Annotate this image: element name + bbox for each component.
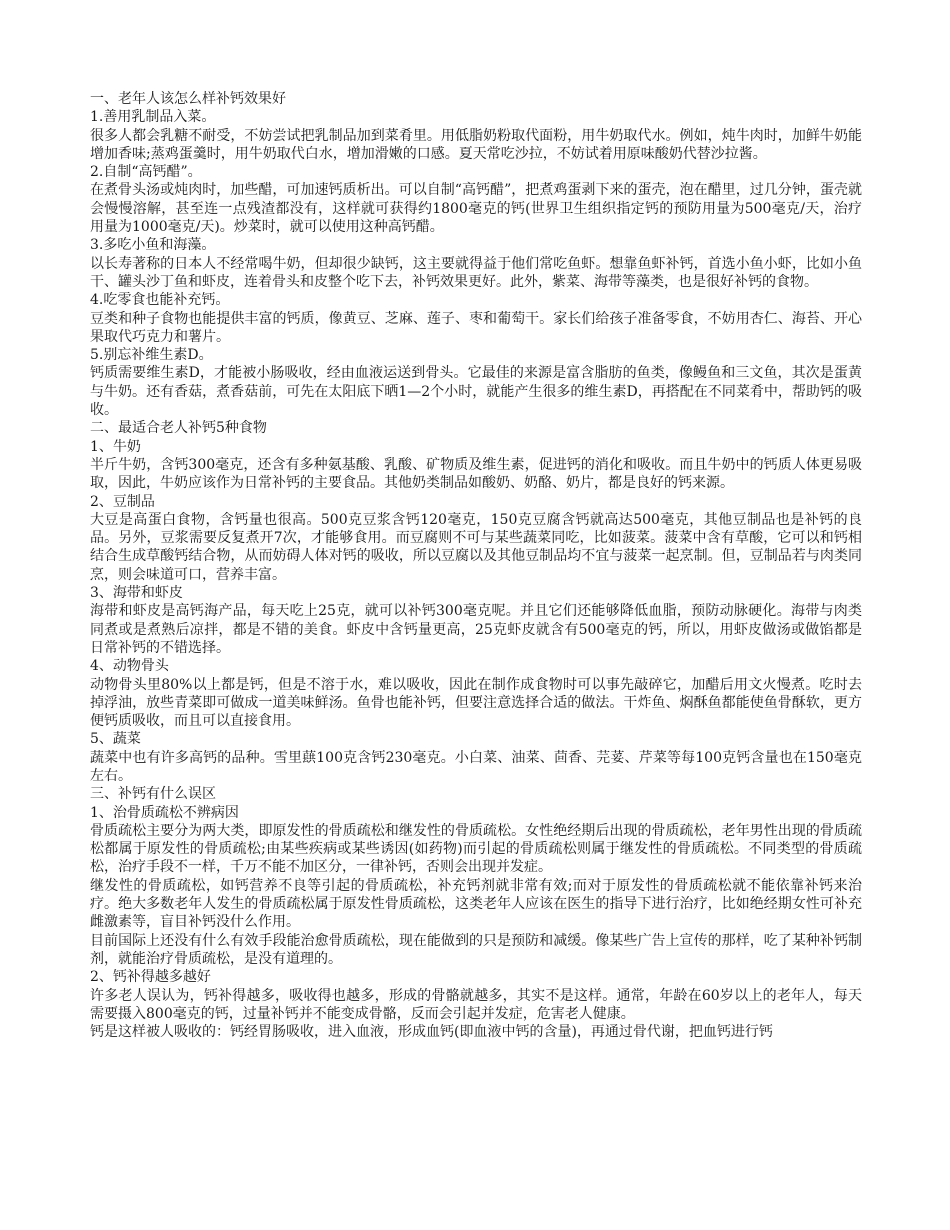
body-paragraph: 在煮骨头汤或炖肉时，加些醋，可加速钙质析出。可以自制“高钙醋”，把煮鸡蛋剥下来的蛋壳，泡在醋里，过几分钟，蛋壳就会慢慢溶解，甚至连一点残渣都没有，这样就可获得约1800毫克的钙(世界卫生组织指定钙的预防用量为500毫克/天，治疗用量为1000毫克/天)。炒菜时，就可以使用这种高钙醋。 (90, 182, 862, 236)
body-paragraph: 蔬菜中也有许多高钙的品种。雪里蕻100克含钙230毫克。小白菜、油菜、茴香、芫荽、芹菜等每100克钙含量也在150毫克左右。 (90, 749, 862, 784)
subheading: 4.吃零食也能补充钙。 (90, 292, 230, 309)
subheading: 2.自制“高钙醋”。 (90, 164, 202, 181)
body-paragraph: 以长寿著称的日本人不经常喝牛奶，但却很少缺钙，这主要就得益于他们常吃鱼虾。想靠鱼虾补钙，首选小鱼小虾，比如小鱼干、罐头沙丁鱼和虾皮，连着骨头和皮整个吃下去，补钙效果更好。此外，紫菜、海带等藻类，也是很好补钙的食物。 (90, 255, 862, 290)
body-paragraph: 半斤牛奶，含钙300毫克，还含有多种氨基酸、乳酸、矿物质及维生素，促进钙的消化和吸收。而且牛奶中的钙质人体更易吸取，因此，牛奶应该作为日常补钙的主要食品。其他奶类制品如酸奶、奶酪、奶片，都是良好的钙来源。 (90, 456, 862, 492)
subheading: 3、海带和虾皮 (90, 585, 183, 602)
body-paragraph: 继发性的骨质疏松，如钙营养不良等引起的骨质疏松，补充钙剂就非常有效;而对于原发性的骨质疏松就不能依靠补钙来治疗。绝大多数老年人发生的骨质疏松属于原发性骨质疏松，这类老年人应该在医生的指导下进行治疗，比如绝经期女性可补充雌激素等，盲目补钙没什么作用。 (90, 877, 862, 931)
subheading: 2、钙补得越多越好 (90, 969, 211, 986)
body-paragraph: 钙质需要维生素D，才能被小肠吸收，经由血液运送到骨头。它最佳的来源是富含脂肪的鱼类，像鳗鱼和三文鱼，其次是蛋黄与牛奶。还有香菇，煮香菇前，可先在太阳底下晒1—2个小时，就能产生很多的维生素D，再搭配在不同菜肴中，帮助钙的吸收。 (90, 365, 862, 419)
body-paragraph: 豆类和种子食物也能提供丰富的钙质，像黄豆、芝麻、莲子、枣和葡萄干。家长们给孩子准备零食，不妨用杏仁、海苔、开心果取代巧克力和薯片。 (90, 310, 862, 345)
subheading: 2、豆制品 (90, 493, 155, 510)
subheading: 4、动物骨头 (90, 658, 169, 675)
body-paragraph: 很多人都会乳糖不耐受，不妨尝试把乳制品加到菜肴里。用低脂奶粉取代面粉，用牛奶取代水。例如，炖牛肉时，加鲜牛奶能增加香味;蒸鸡蛋羹时，用牛奶取代白水，增加滑嫩的口感。夏天常吃沙拉，不妨试着用原味酸奶代替沙拉酱。 (90, 127, 862, 162)
document-page (90, 90, 862, 1041)
subheading: 5.别忘补维生素D。 (90, 347, 213, 364)
body-paragraph: 动物骨头里80%以上都是钙，但是不溶于水，难以吸收，因此在制作成食物时可以事先敲碎它，加醋后用文火慢煮。吃时去掉浮油，放些青菜即可做成一道美味鲜汤。鱼骨也能补钙，但要注意选择合适的做法。干炸鱼、焖酥鱼都能使鱼骨酥软，更方便钙质吸收，而且可以直接食用。 (90, 676, 862, 730)
section-heading: 二、最适合老人补钙5种食物 (90, 420, 267, 437)
body-paragraph: 钙是这样被人吸收的：钙经胃肠吸收，进入血液，形成血钙(即血液中钙的含量)，再通过骨代谢，把血钙进行钙 (90, 1024, 773, 1041)
body-paragraph: 海带和虾皮是高钙海产品，每天吃上25克，就可以补钙300毫克呢。并且它们还能够降低血脂，预防动脉硬化。海带与肉类同煮或是煮熟后凉拌，都是不错的美食。虾皮中含钙量更高，25克虾皮就含有500毫克的钙，所以，用虾皮做汤或做馅都是日常补钙的不错选择。 (90, 603, 862, 656)
section-heading: 三、补钙有什么误区 (90, 786, 216, 803)
body-paragraph: 大豆是高蛋白食物，含钙量也很高。500克豆浆含钙120毫克，150克豆腐含钙就高达500毫克，其他豆制品也是补钙的良品。另外，豆浆需要反复煮开7次，才能够食用。而豆腐则不可与某些蔬菜同吃，比如菠菜。菠菜中含有草酸，它可以和钙相结合生成草酸钙结合物，从而妨碍人体对钙的吸收，所以豆腐以及其他豆制品均不宜与菠菜一起烹制。但，豆制品若与肉类同烹，则会味道可口，营养丰富。 (90, 511, 862, 583)
subheading: 1.善用乳制品入菜。 (90, 109, 216, 126)
body-paragraph: 许多老人误认为，钙补得越多，吸收得也越多，形成的骨骼就越多，其实不是这样。通常，年龄在60岁以上的老年人，每天需要摄入800毫克的钙，过量补钙并不能变成骨骼，反而会引起并发症，危害老人健康。 (90, 987, 862, 1022)
subheading: 3.多吃小鱼和海藻。 (90, 237, 216, 254)
subheading: 5、蔬菜 (90, 731, 141, 748)
subheading: 1、牛奶 (90, 438, 141, 455)
body-paragraph: 骨质疏松主要分为两大类，即原发性的骨质疏松和继发性的骨质疏松。女性绝经期后出现的骨质疏松，老年男性出现的骨质疏松都属于原发性的骨质疏松;由某些疾病或某些诱因(如药物)而引起的骨质疏松则属于继发性的骨质疏松。不同类型的骨质疏松，治疗手段不一样，千万不能不加区分，一律补钙，否则会出现并发症。 (90, 822, 862, 876)
section-heading: 一、老年人该怎么样补钙效果好 (90, 91, 286, 107)
subheading: 1、治骨质疏松不辨病因 (90, 804, 239, 821)
body-paragraph: 目前国际上还没有什么有效手段能治愈骨质疏松，现在能做到的只是预防和减缓。像某些广告上宣传的那样，吃了某种补钙制剂，就能治疗骨质疏松，是没有道理的。 (90, 932, 862, 967)
